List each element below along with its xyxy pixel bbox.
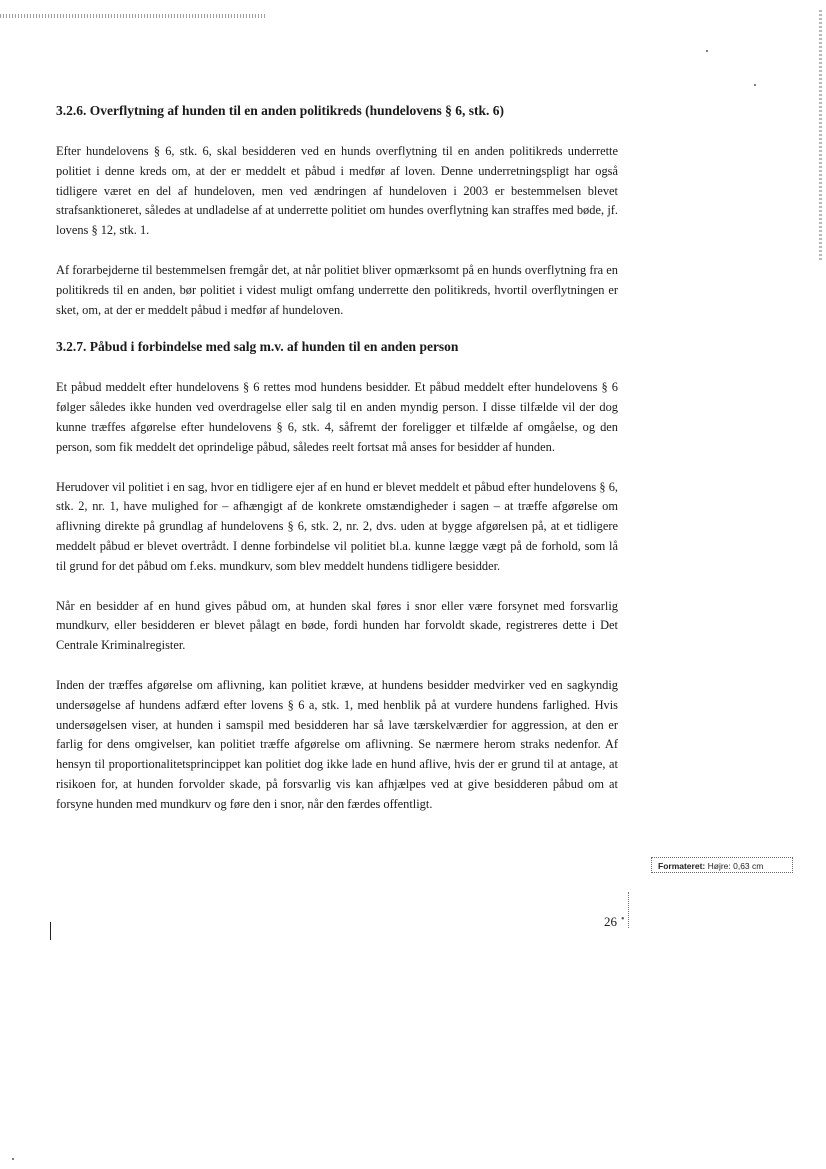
paragraph: Et påbud meddelt efter hundelovens § 6 rettes mod hundens besidder. Et påbud meddelt efter hundelovens § 6 følger således ikke hunden ved overdragelse eller salg til en anden myndig person. I disse tilfælde vil der dog kunne træffes afgørelse efter hundelovens § 6, stk. 4, såfremt der foreligger et tilfælde af omgåelse, og den person, som fik meddelt det oprindelige påbud, således reelt fortsat må anses for besidder af hunden. — [56, 380, 618, 454]
document-body — [56, 100, 618, 815]
scan-speck — [12, 1158, 14, 1160]
format-comment-balloon[interactable] — [651, 857, 793, 873]
comment-connector — [628, 892, 630, 928]
section-heading-3-2-6: 3.2.6. Overflytning af hunden til en anden politikreds (hundelovens § 6, stk. 6) — [56, 103, 504, 118]
scan-artifact-right — [819, 10, 822, 260]
scan-speck — [706, 50, 708, 52]
page-anchor-marker: • — [621, 914, 625, 925]
paragraph: Inden der træffes afgørelse om aflivning, kan politiet kræve, at hundens besidder medvirker ved en sagkyndig undersøgelse af hundens adfærd efter lovens § 6 a, stk. 1, med henblik på at vurdere hundens farlighed. Hvis undersøgelsen viser, at hunden i samspil med besidderen har så lave tærskelværdier for aggression, at den er farlig for dens omgivelser, kan politiet træffe afgørelse om aflivning. Se nærmere herom straks nedenfor. Af hensyn til proportionalitetsprincippet kan politiet dog ikke lade en hund aflive, hvis der er grund til at antage, at risikoen for, at hunden forvolder skade, på forsvarlig vis kan afhjælpes ved at give besidderen påbud om at forsyne hunden med mundkurv og føre den i snor, når den færdes offentligt. — [56, 677, 618, 811]
format-comment-text: Højre: 0,63 cm — [707, 861, 764, 871]
scan-artifact-top — [0, 14, 265, 18]
scan-speck — [754, 84, 756, 86]
text-cursor — [50, 922, 51, 940]
format-comment-label: Formateret: — [658, 861, 706, 871]
page-number: 26 — [604, 914, 617, 929]
section-heading-3-2-7: 3.2.7. Påbud i forbindelse med salg m.v. af hunden til en anden person — [56, 339, 459, 355]
paragraph: Efter hundelovens § 6, stk. 6, skal besidderen ved en hunds overflytning til en anden politikreds underrette politiet i denne kreds om, at der er meddelt et påbud i medfør af loven. Denne underretningspligt har også tidligere været en del af hundeloven, men ved ændringen af hundeloven i 2003 er bestemmelsen blevet strafsanktioneret, således at undladelse af at underrette politiet om hundes overflytning kan straffes med bøde, jf. lovens § 12, stk. 1. — [56, 144, 618, 238]
paragraph: Når en besidder af en hund gives påbud om, at hunden skal føres i snor eller være forsynet med forsvarlig mundkurv, eller besidderen er blevet pålagt en bøde, fordi hunden har forvoldt skade, registreres dette i Det Centrale Kriminalregister. — [56, 598, 618, 653]
paragraph: Herudover vil politiet i en sag, hvor en tidligere ejer af en hund er blevet meddelt et påbud efter hundelovens § 6, stk. 2, nr. 1, have mulighed for – afhængigt af de konkrete omstændigheder i sagen – at træffe afgørelse om aflivning direkte på grundlag af hundelovens § 6, stk. 2, nr. 2, dvs. uden at bygge afgørelsen på, at et tidligere meddelt påbud er blevet overtrådt. I denne forbindelse vil politiet bl.a. kunne lægge vægt på de forhold, som lå til grund for det påbud om f.eks. mundkurv, som blev meddelt hundens tidligere besidder. — [56, 479, 618, 573]
paragraph: Af forarbejderne til bestemmelsen fremgår det, at når politiet bliver opmærksomt på en hunds overflytning fra en politikreds til en anden, bør politiet i videst muligt omfang underrette den politikreds, hvortil overflytningen er sket, om, at der er meddelt påbud i medfør af hundeloven. — [56, 262, 618, 317]
